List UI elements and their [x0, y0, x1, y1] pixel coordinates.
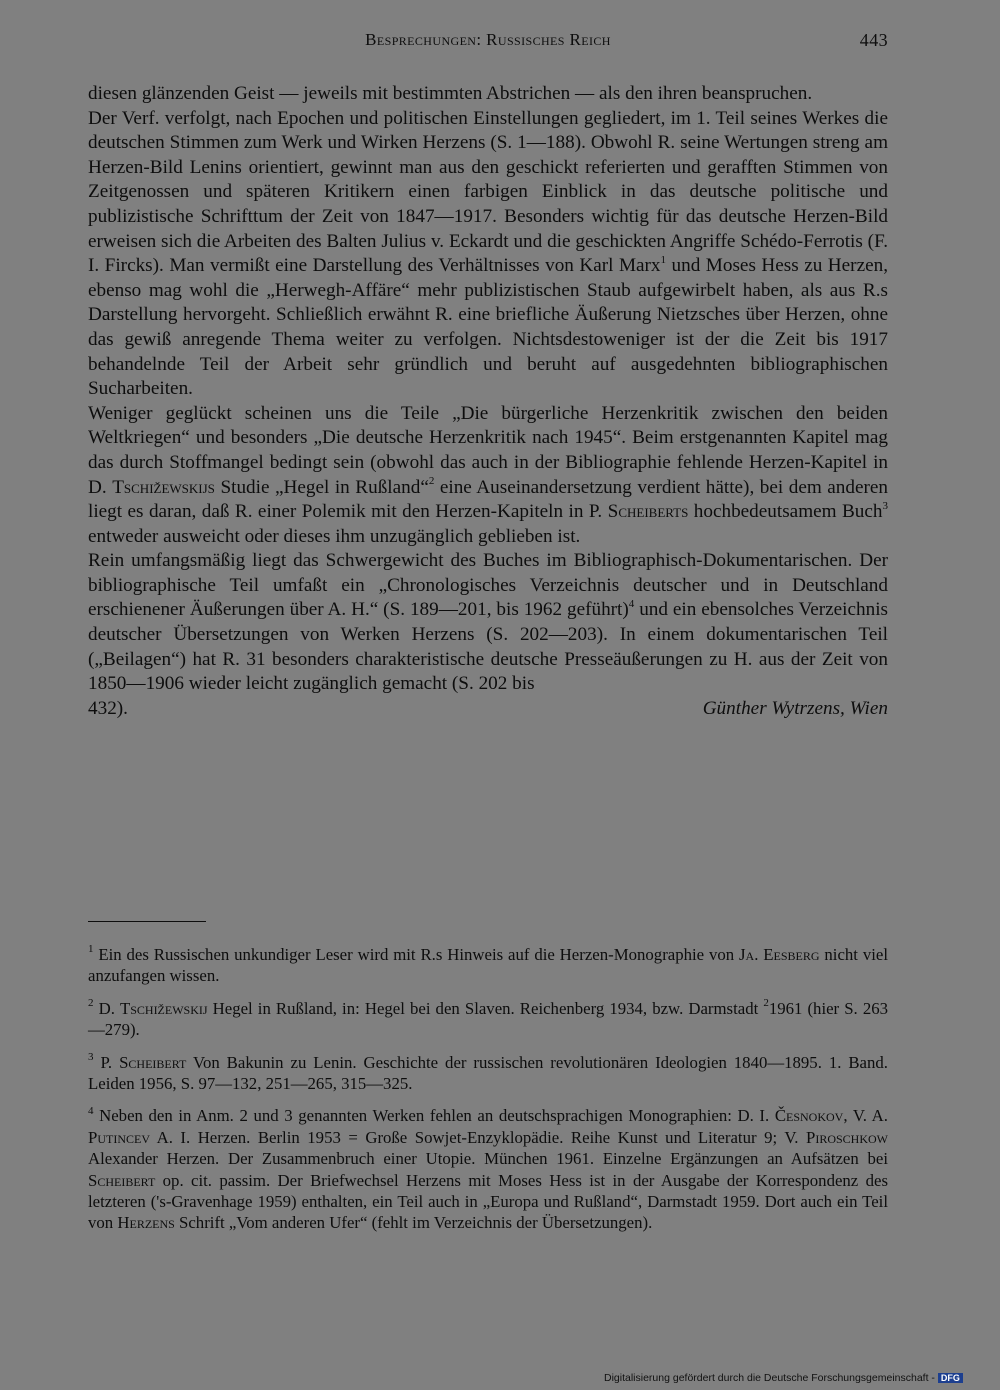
footnote-ref-4[interactable]: 4 [628, 598, 635, 611]
digitization-credit [604, 1372, 996, 1388]
paragraph-text: entweder ausweicht oder dieses ihm unzugänglich geblieben ist. [88, 525, 581, 547]
footnote-text: op. cit. passim. Der Briefwechsel Herzens mit Moses Hess ist in der Ausgabe der Korrespondenz des letzteren ('s-Gravenhage 1959) enthalten, ein Teil auch in „Europa und Rußland“, Darmstadt 1959. Dort auch ein Teil von [88, 1170, 888, 1233]
author-name: Herzens [117, 1213, 175, 1233]
footnote-mark: 4 [88, 1104, 94, 1117]
footnote-text: A. I. Herzen. Berlin 1953 = Große Sowjet-Enzyklopädie. Reihe Kunst und Literatur 9; V. [150, 1127, 806, 1147]
footnote-text: Schrift „Vom anderen Ufer“ (fehlt im Verzeichnis der Übersetzungen). [174, 1213, 653, 1233]
footnote-text: Hegel in Rußland, in: Hegel bei den Slaven. Reichenberg 1934, bzw. Darmstadt [207, 998, 764, 1018]
footnote-4 [88, 1105, 888, 1233]
author-name: Scheibert [119, 1052, 187, 1072]
reviewer-signature: Günther Wytrzens, Wien [702, 697, 888, 719]
footnote-text: Alexander Herzen. Der Zusammenbruch einer Utopie. München 1961. Einzelne Ergänzungen an Aufsätzen bei [88, 1149, 888, 1169]
paragraph-text: diesen glänzenden Geist — jeweils mit bestimmten Abstrichen — als den ihren beanspruchen. [88, 83, 813, 104]
running-title: Besprechungen: Russisches Reich [365, 30, 611, 49]
author-name: Tschižewskijs [112, 476, 215, 498]
footnote-mark: 1 [88, 943, 94, 956]
footnote-2 [88, 998, 888, 1041]
paragraph-text: eine Auseinandersetzung verdient hätte), bei dem anderen liegt es daran, daß R. einer Polemik mit den Herzen-Kapiteln in P. [88, 476, 889, 523]
footnote-ref-2[interactable]: 2 [428, 475, 435, 488]
footnote-ref-1[interactable]: 1 [660, 253, 667, 266]
paragraph-text: und ein ebensolches Verzeichnis deutscher Übersetzungen von Werken Herzens (S. 202—203). In einem dokumentarischen Teil („Beilagen“) hat R. 31 besonders charakteristische deutsche Presseäußerungen zu H. aus der Zeit von 1850—1906 wieder leicht zugänglich gemacht (S. 202 bis [88, 599, 888, 695]
footnote-divider [88, 921, 206, 922]
paragraph-text: Weniger geglückt scheinen uns die Teile „Die bürgerliche Herzenkritik zwischen den beiden Weltkriegen“ und besonders „Die deutsche Herzenkritik nach 1945“. Beim erstgenannten Kapitel mag das durch Stoffmangel bedingt sein (obwohl das auch in der Bibliographie fehlende Herzen-Kapitel in D. [88, 402, 888, 498]
paragraph-2 [88, 107, 888, 402]
running-header [88, 30, 888, 56]
footnote-text: Von Bakunin zu Lenin. Geschichte der russischen revolutionären Ideologien 1840—1895. 1. Band. Leiden 1956, S. 97—132, 251—265, 315—325. [88, 1052, 888, 1094]
author-name: Scheibert [88, 1170, 156, 1190]
footnote-text: Ein des Russischen unkundiger Leser wird mit R.s Hinweis auf die Herzen-Monographie von [98, 945, 740, 964]
footnote-text: P. [100, 1052, 120, 1072]
edition-mark: 2 [763, 997, 769, 1010]
footnote-mark: 2 [88, 997, 94, 1010]
author-name: Ja. Eesberg [739, 945, 820, 964]
paragraph-text: Studie „Hegel in Rußland“ [214, 476, 429, 498]
footnote-text: , V. A. [843, 1106, 888, 1126]
paragraph-text: und Moses Hess zu Herzen, ebenso mag wohl die „Herwegh-Affäre“ mehr publizistischen Staub aufgewirbelt haben, als aus R.s Darstellung hervorgeht. Schließlich erwähnt R. eine briefliche Äußerung Nietzsches über Herzen, ohne das gewiß anregende Thema weiter zu verfolgen. Nichtsdestoweniger ist der die Zeit bis 1917 behandelnde Teil der Arbeit sehr gründlich und beruht auf ausgedehnten bibliographischen Sucharbeiten. [88, 255, 888, 400]
paragraph-3 [88, 402, 888, 550]
footnote-1 [88, 944, 888, 987]
author-name: Piroschkow [805, 1127, 888, 1147]
footnote-text: 1961 (hier S. 263—279). [88, 998, 888, 1040]
footnote-text: D. [98, 998, 120, 1018]
footnote-ref-3[interactable]: 3 [882, 499, 888, 512]
author-name: Česnokov [774, 1106, 844, 1126]
credit-text: Digitalisierung gefördert durch die Deutsche Forschungsgemeinschaft - [604, 1372, 935, 1384]
footnotes [88, 944, 888, 1245]
review-body [88, 82, 888, 721]
paragraph-1 [88, 82, 888, 107]
footnote-mark: 3 [88, 1051, 94, 1064]
page-number: 443 [859, 30, 888, 50]
paragraph-text: hochbedeutsamem Buch [688, 501, 883, 523]
author-name: Scheiberts [607, 501, 689, 523]
footnote-3 [88, 1052, 888, 1095]
author-name: Tschižewskij [119, 998, 208, 1018]
paragraph-text: Rein umfangsmäßig liegt das Schwergewicht des Buches im Bibliographisch-Dokumentarischen. Der bibliographische Teil umfaßt ein „Chronologisches Verzeichnis deutscher und in Deutschland erschienener Äußerungen über A. H.“ (S. 189—201, bis 1962 geführt) [88, 550, 888, 621]
paragraph-end: 432). [88, 697, 128, 719]
footnote-text: nicht viel anzufangen wissen. [88, 945, 888, 986]
paragraph-text: Der Verf. verfolgt, nach Epochen und politischen Einstellungen gegliedert, im 1. Teil seines Werkes die deutschen Stimmen zum Werk und Wirken Herzens (S. 1—188). Obwohl R. seine Wertungen streng am Herzen-Bild Lenins orientiert, gewinnt man aus den geschickt referierten und gerafften Stimmen von Zeitgenossen und späteren Kritikern einen farbigen Einblick in das deutsche politische und publizistische Schrifttum der Zeit von 1847—1917. Besonders wichtig für das deutsche Herzen-Bild erweisen sich die Arbeiten des Balten Julius v. Eckardt und die geschickten Angriffe Schédo-Ferrotis (F. I. Fircks). Man vermißt eine Darstellung des Verhältnisses von Karl Marx [88, 107, 888, 277]
dfg-logo: DFG [938, 1373, 963, 1383]
signature-line [88, 697, 888, 722]
footnote-text: Neben den in Anm. 2 und 3 genannten Werken fehlen an deutschsprachigen Monographien: D. I. [99, 1106, 775, 1126]
author-name: Putincev [88, 1127, 150, 1147]
paragraph-4 [88, 549, 888, 697]
